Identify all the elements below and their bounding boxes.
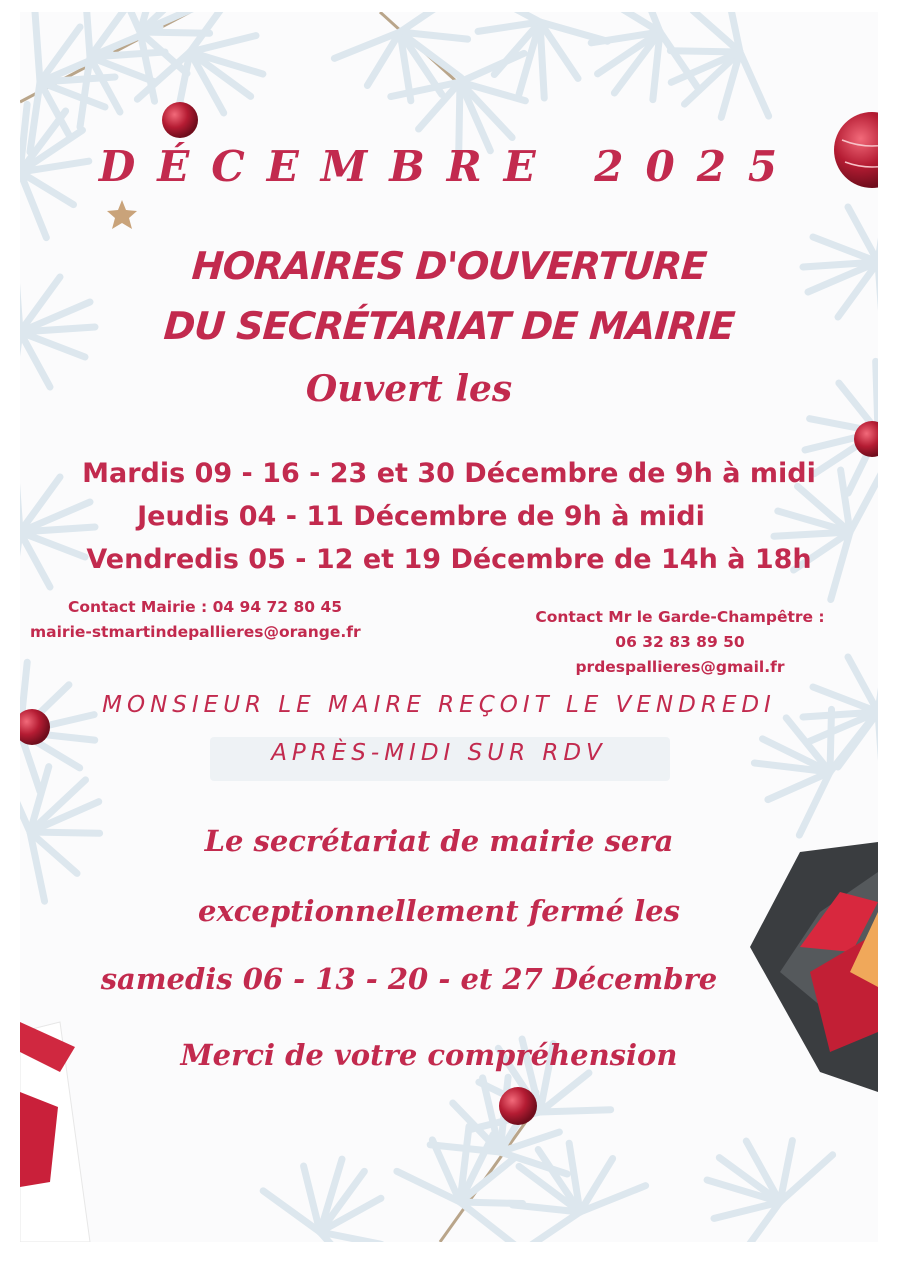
mayor-notice-line-2: APRÈS-MIDI SUR RDV — [271, 740, 607, 766]
open-label: Ouvert les — [305, 368, 513, 410]
contact-mairie-email: mairie-stmartindepallieres@orange.fr — [30, 623, 361, 641]
gold-star-icon — [107, 200, 137, 229]
pine-branch-left — [20, 262, 124, 901]
contact-garde-label: Contact Mr le Garde-Champêtre : — [535, 608, 825, 626]
ornament-ball-icon — [162, 102, 198, 138]
schedule-friday: Vendredis 05 - 12 et 19 Décembre de 14h à 18h — [86, 544, 812, 575]
pine-branch-top-left — [20, 12, 292, 238]
month-title: DÉCEMBRE 2025 — [98, 142, 800, 191]
contact-garde-phone: 06 32 83 89 50 — [615, 633, 745, 651]
poster — [20, 12, 878, 1242]
thanks-line: Merci de votre compréhension — [180, 1038, 678, 1072]
contact-mairie-phone: Contact Mairie : 04 94 72 80 45 — [68, 598, 343, 616]
heading-line-2: DU SECRÉTARIAT DE MAIRIE — [162, 304, 736, 348]
schedule-thursday: Jeudis 04 - 11 Décembre de 9h à midi — [137, 501, 705, 532]
closure-line-2: exceptionnellement fermé les — [198, 894, 680, 928]
ornament-ball-icon — [499, 1087, 537, 1125]
schedule-tuesday: Mardis 09 - 16 - 23 et 30 Décembre de 9h à midi — [82, 458, 816, 489]
contact-garde-block — [530, 605, 830, 680]
closure-line-1: Le secrétariat de mairie sera — [204, 824, 674, 858]
closure-dates: samedis 06 - 13 - 20 - et 27 Décembre — [100, 962, 718, 996]
contact-garde-email: prdespallieres@gmail.fr — [575, 658, 785, 676]
mayor-notice-line-1: MONSIEUR LE MAIRE REÇOIT LE VENDREDI — [102, 692, 776, 718]
heading-line-1: HORAIRES D'OUVERTURE — [190, 244, 708, 288]
